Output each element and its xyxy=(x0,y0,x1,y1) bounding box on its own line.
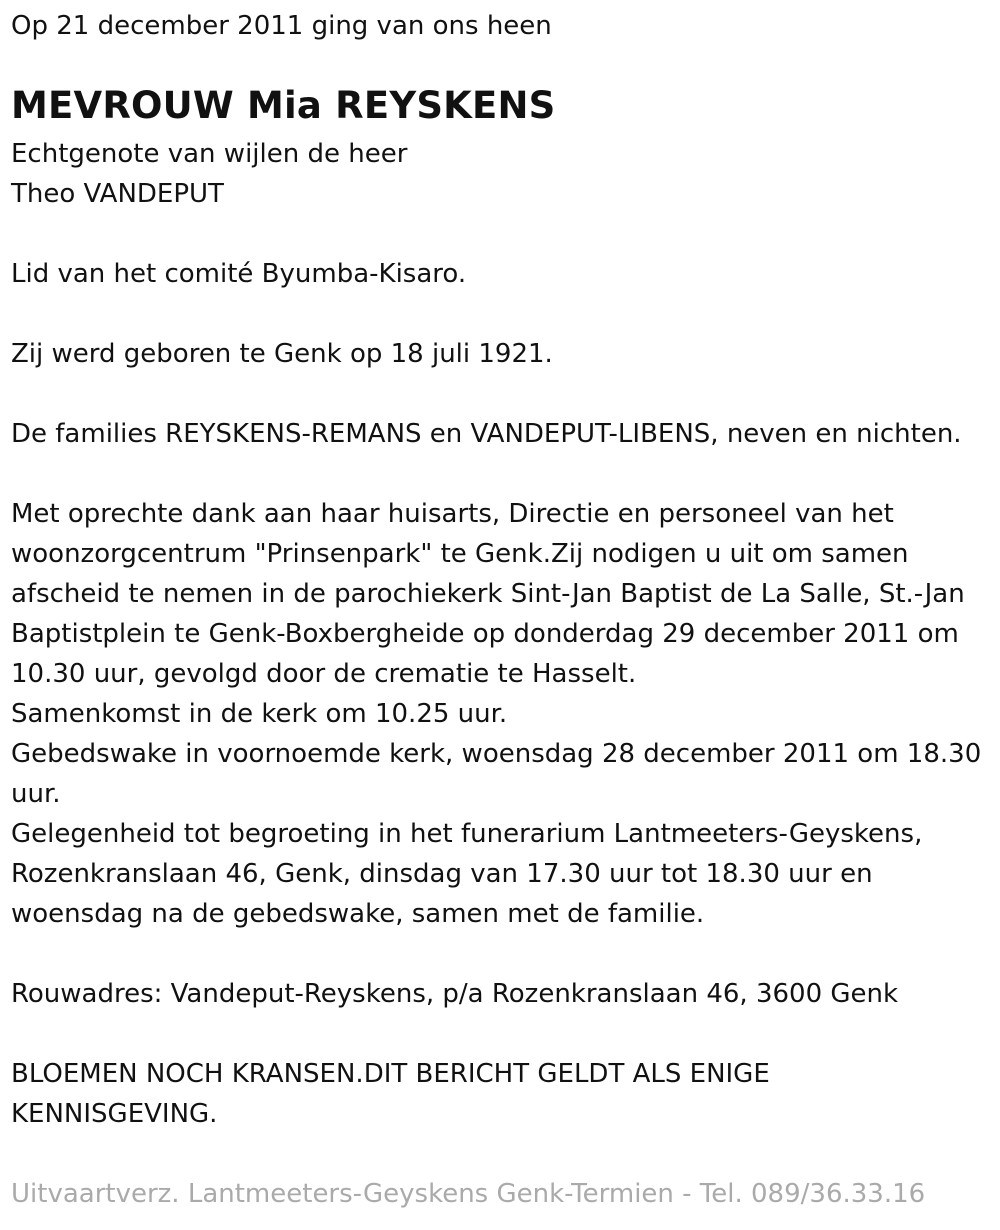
notice-line-2: KENNISGEVING. xyxy=(11,1099,218,1129)
families-line: De families REYSKENS-REMANS en VANDEPUT-LIBENS, neven en nichten. xyxy=(11,419,962,449)
birth-line: Zij werd geboren te Genk op 18 juli 1921. xyxy=(11,339,553,369)
spacer xyxy=(11,934,986,974)
deceased-name: MEVROUW Mia REYSKENS xyxy=(11,84,556,127)
spacer xyxy=(11,374,986,414)
visitation-line-2: Rozenkranslaan 46, Genk, dinsdag van 17.30 uur tot 18.30 uur en xyxy=(11,859,873,889)
obituary-body xyxy=(11,134,986,1134)
spacer xyxy=(11,1014,986,1054)
thanks-line-4: Baptistplein te Genk-Boxbergheide op donderdag 29 december 2011 om xyxy=(11,619,959,649)
intro-line: Op 21 december 2011 ging van ons heen xyxy=(11,11,552,41)
spacer xyxy=(11,294,986,334)
thanks-line-1: Met oprechte dank aan haar huisarts, Directie en personeel van het xyxy=(11,499,894,529)
vigil-line-1: Gebedswake in voornoemde kerk, woensdag 28 december 2011 om 18.30 xyxy=(11,739,982,769)
address-line: Rouwadres: Vandeput-Reyskens, p/a Rozenkranslaan 46, 3600 Genk xyxy=(11,979,899,1009)
thanks-line-2: woonzorgcentrum "Prinsenpark" te Genk.Zij nodigen u uit om samen xyxy=(11,539,909,569)
vigil-line-2: uur. xyxy=(11,779,61,809)
spacer xyxy=(11,214,986,254)
spouse-line-2: Theo VANDEPUT xyxy=(11,179,224,209)
thanks-line-5: 10.30 uur, gevolgd door de crematie te Hasselt. xyxy=(11,659,637,689)
membership-line: Lid van het comité Byumba-Kisaro. xyxy=(11,259,467,289)
notice-line-1: BLOEMEN NOCH KRANSEN.DIT BERICHT GELDT ALS ENIGE xyxy=(11,1059,770,1089)
gathering-line: Samenkomst in de kerk om 10.25 uur. xyxy=(11,699,508,729)
spacer xyxy=(11,454,986,494)
funeral-home-footer: Uitvaartverz. Lantmeeters-Geyskens Genk-Termien - Tel. 089/36.33.16 xyxy=(11,1179,926,1209)
visitation-line-3: woensdag na de gebedswake, samen met de familie. xyxy=(11,899,705,929)
thanks-line-3: afscheid te nemen in de parochiekerk Sint-Jan Baptist de La Salle, St.-Jan xyxy=(11,579,965,609)
visitation-line-1: Gelegenheid tot begroeting in het funerarium Lantmeeters-Geyskens, xyxy=(11,819,923,849)
spouse-line-1: Echtgenote van wijlen de heer xyxy=(11,139,408,169)
